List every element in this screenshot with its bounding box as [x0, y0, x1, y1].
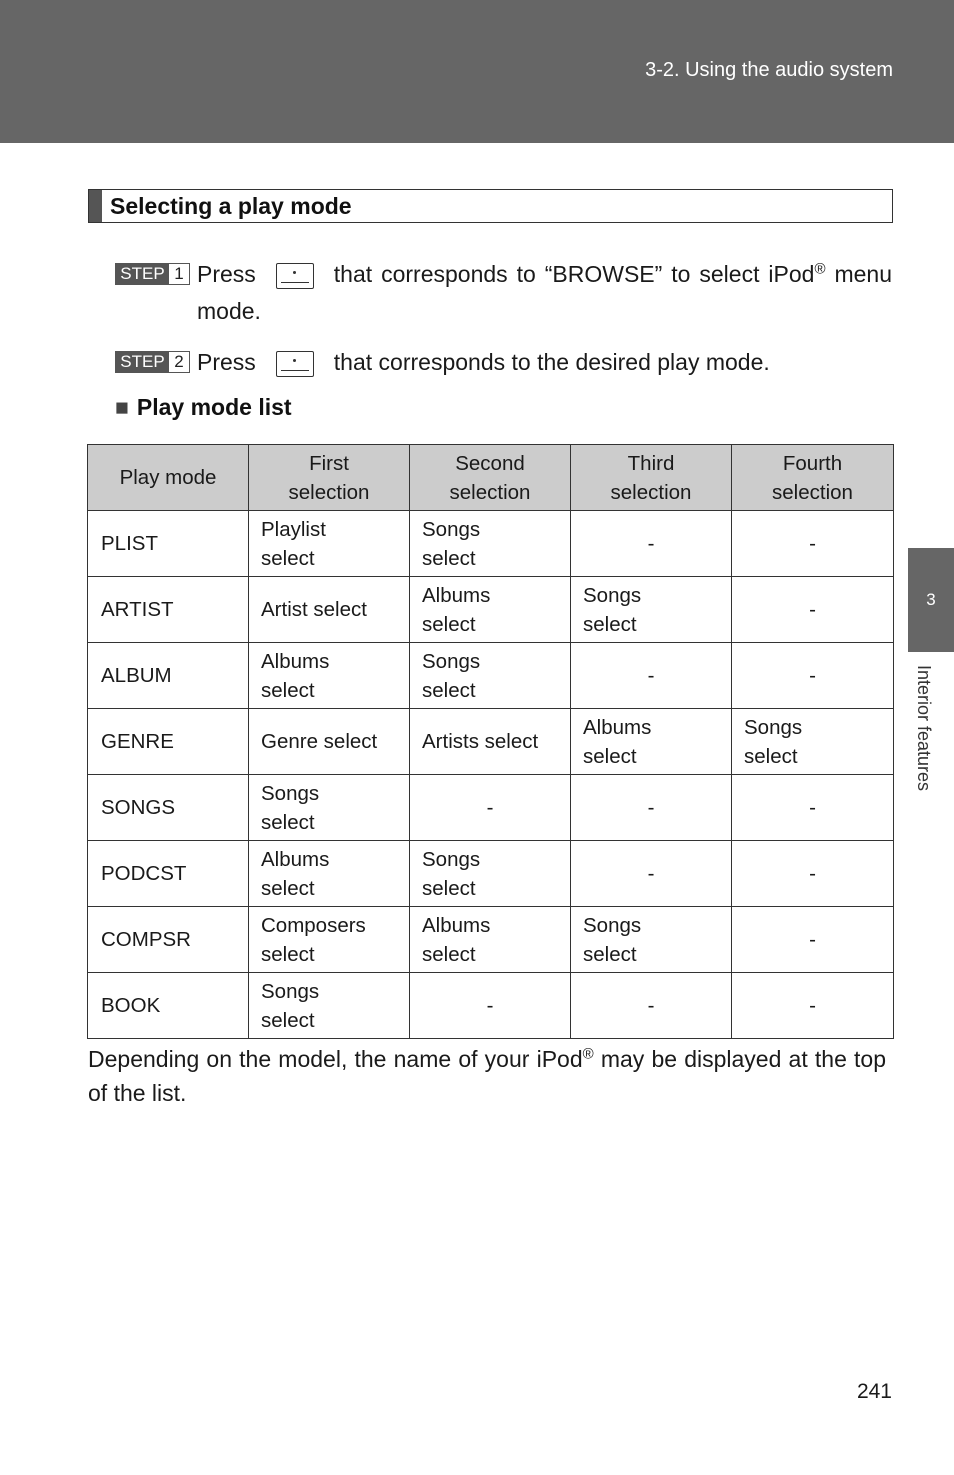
play-mode-cell: PODCST [88, 841, 249, 907]
selection-cell: - [732, 511, 894, 577]
selection-cell: Albums select [249, 643, 410, 709]
play-mode-cell: GENRE [88, 709, 249, 775]
selection-cell: Albums select [249, 841, 410, 907]
step-text [197, 256, 892, 330]
selection-cell: Playlist select [249, 511, 410, 577]
selection-cell: Artists select [410, 709, 571, 775]
page-number: 241 [856, 1380, 892, 1403]
selection-cell: - [571, 511, 732, 577]
column-header: Play mode [88, 445, 249, 511]
step-badge-number: 2 [169, 352, 189, 372]
play-mode-list-heading [115, 394, 292, 421]
step-badge [115, 263, 190, 285]
tune-button-icon [276, 263, 314, 289]
section-title-bar [89, 190, 102, 222]
note-paragraph [88, 1042, 886, 1110]
selection-cell: - [410, 973, 571, 1039]
chapter-number: 3 [926, 590, 936, 609]
play-mode-cell: ARTIST [88, 577, 249, 643]
selection-cell: Albums select [410, 907, 571, 973]
table-row [88, 907, 894, 973]
selection-cell: Albums select [571, 709, 732, 775]
section-title-box [88, 189, 893, 223]
table-row [88, 841, 894, 907]
selection-cell: Songs select [571, 577, 732, 643]
table-row [88, 511, 894, 577]
step-badge-number: 1 [169, 264, 189, 284]
selection-cell: - [571, 775, 732, 841]
step-instruction: that corresponds to the desired play mode. [333, 349, 770, 375]
step-badge [115, 351, 190, 373]
note-text: Depending on the model, the name of your iPod [88, 1046, 583, 1072]
table-row [88, 973, 894, 1039]
table-row [88, 577, 894, 643]
selection-cell: - [732, 577, 894, 643]
step-instruction-end: menu mode. [197, 261, 892, 324]
table-row [88, 709, 894, 775]
note-text-end: may be displayed at the top of the list. [88, 1046, 887, 1106]
chapter-tab [908, 548, 954, 652]
selection-cell: Songs select [249, 775, 410, 841]
registered-mark: ® [814, 260, 826, 278]
table-row [88, 775, 894, 841]
play-mode-cell: PLIST [88, 511, 249, 577]
selection-cell: Songs select [410, 841, 571, 907]
selection-cell: - [571, 841, 732, 907]
selection-cell: Genre select [249, 709, 410, 775]
square-bullet-icon: ■ [115, 394, 129, 420]
selection-cell: - [732, 775, 894, 841]
play-mode-list-title: Play mode list [136, 394, 292, 420]
table-header-row [88, 445, 894, 511]
column-header: Second selection [410, 445, 571, 511]
play-mode-cell: BOOK [88, 973, 249, 1039]
selection-cell: Composers select [249, 907, 410, 973]
selection-cell: - [732, 907, 894, 973]
selection-cell: Albums select [410, 577, 571, 643]
column-header: First selection [249, 445, 410, 511]
selection-cell: Songs select [410, 643, 571, 709]
tune-button-icon [276, 351, 314, 377]
chapter-label: Interior features [914, 665, 934, 792]
play-mode-cell: ALBUM [88, 643, 249, 709]
play-mode-cell: SONGS [88, 775, 249, 841]
step-press-word: Press [197, 349, 256, 375]
step-text [197, 344, 892, 381]
section-path: 3-2. Using the audio system [645, 59, 893, 81]
step-instruction: that corresponds to “BROWSE” to select iPod [333, 261, 815, 287]
column-header: Third selection [571, 445, 732, 511]
selection-cell: Songs select [410, 511, 571, 577]
selection-cell: Songs select [249, 973, 410, 1039]
step-badge-label: STEP [116, 264, 169, 284]
selection-cell: - [571, 643, 732, 709]
play-mode-cell: COMPSR [88, 907, 249, 973]
selection-cell: - [410, 775, 571, 841]
selection-cell: Songs select [571, 907, 732, 973]
section-title: Selecting a play mode [110, 193, 352, 219]
selection-cell: Artist select [249, 577, 410, 643]
column-header: Fourth selection [732, 445, 894, 511]
step-press-word: Press [197, 261, 256, 287]
selection-cell: - [732, 643, 894, 709]
selection-cell: - [732, 973, 894, 1039]
step-badge-label: STEP [116, 352, 169, 372]
registered-mark: ® [582, 1045, 594, 1063]
play-mode-table [87, 444, 894, 1039]
selection-cell: Songs select [732, 709, 894, 775]
selection-cell: - [571, 973, 732, 1039]
table-row [88, 643, 894, 709]
selection-cell: - [732, 841, 894, 907]
